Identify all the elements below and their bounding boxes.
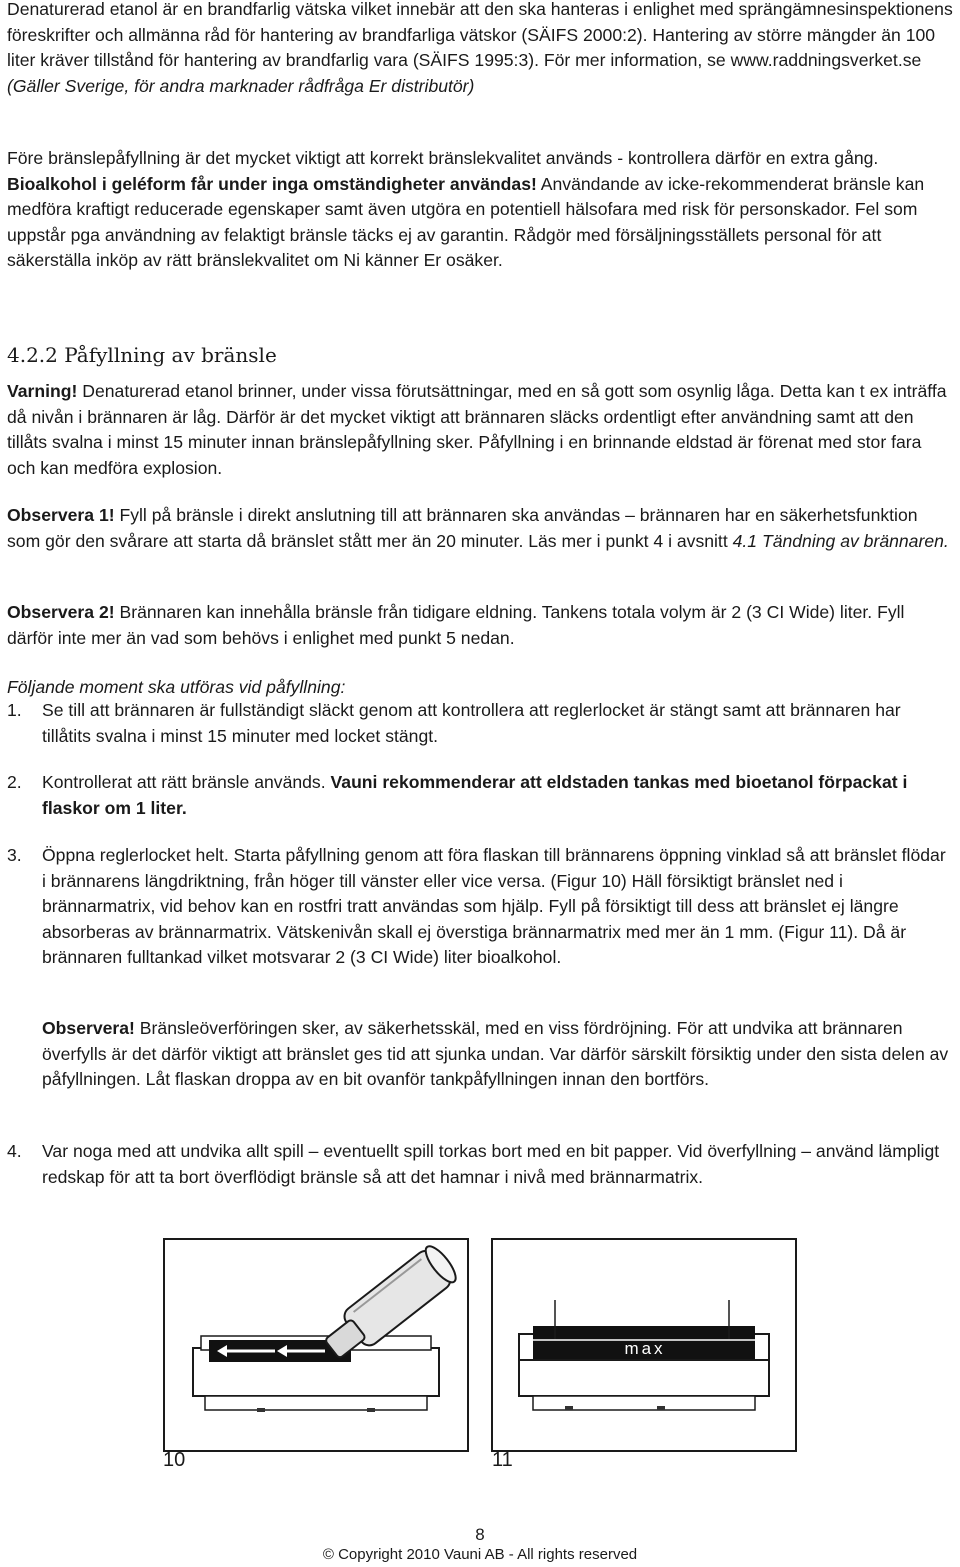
step-note — [7, 1016, 953, 1093]
observe-1-text: Fyll på bränsle i direkt anslutning till att brännaren ska användas – brännaren har en säkerhetsfunktion som gör den svårare att starta då bränslet stått mer än 20 minuter. Läs mer i punkt 4 i avsnitt — [7, 505, 918, 551]
step-note-label: Observera! — [42, 1018, 135, 1038]
step-number: 1. — [7, 700, 22, 720]
intro-text: Denaturerad etanol är en brandfarlig vätska vilket innebär att den ska hanteras i enlighet med sprängämnesinspektionens föreskrifter och allmänna råd för hantering av brandfarliga vätskor (SÄIFS 2000:2). Hantering av större mängder än 100 liter kräver tillstånd för hantering av brandfarlig vara (SÄIFS 1995:3). För mer information, se www.raddningsverket.se — [7, 0, 953, 71]
figure-10 — [163, 1238, 469, 1452]
warning-label: Varning! — [7, 381, 78, 401]
warning-paragraph — [7, 379, 953, 481]
observe-1-label: Observera 1! — [7, 505, 115, 525]
step-number: 4. — [7, 1141, 22, 1161]
step-text: Var noga med att undvika allt spill – eventuellt spill torkas bort med en bit papper. Vid överfyllning – använd lämpligt redskap för att ta bort överflödigt bränsle så att det hamnar i nivå med brännarmatrix. — [42, 1141, 940, 1187]
step-note-text: Bränsleöverföringen sker, av säkerhetsskäl, med en viss fördröjning. För att undvika att brännaren överfylls är det därför viktigt att bränslet ges tid att sjunka undan. Var därför särskilt försiktig under den sista delen av påfyllningen. Låt flaskan droppa av en bit ovanför tankpåfyllningen innan den bortförs. — [42, 1018, 949, 1090]
step-number: 3. — [7, 845, 22, 865]
gel-warning: Bioalkohol i geléform får under inga omständigheter användas! — [7, 173, 537, 194]
figure-11-number: 11 — [492, 1449, 513, 1471]
step-text: Öppna reglerlocket helt. Starta påfyllning genom att föra flaskan till brännarens öppning vinklad så att bränslet flödar i brännarens längdriktning, från höger till vänster eller vice versa. (Figur 10) Häll försiktigt bränslet ned i brännarmatrix, vid behov kan en rostfri tratt användas som hjälp. Fyll på försiktigt till dess att bränslet ej längre absorberas av brännarmatrix. Vätskenivån skall ej överstiga brännarmatrix med mer än 1 mm. (Figur 11). Då är brännaren fulltankad vilket motsvarar 2 (3 CI Wide) liter bioalkohol. — [42, 845, 946, 968]
step-item — [7, 843, 953, 971]
max-label: max — [624, 1339, 666, 1358]
figure-10-number: 10 — [163, 1449, 186, 1471]
bottle-pouring-icon — [165, 1240, 467, 1450]
fuel-quality-paragraph — [7, 146, 953, 274]
step-item — [7, 1139, 953, 1190]
observe-2-text: Brännaren kan innehålla bränsle från tidigare eldning. Tankens totala volym är 2 (3 CI Wide) liter. Fyll därför inte mer än vad som behövs i enlighet med punkt 5 nedan. — [7, 602, 905, 648]
steps-intro: Följande moment ska utföras vid påfyllning: — [7, 677, 346, 697]
observe-1-paragraph — [7, 503, 953, 554]
observe-2-label: Observera 2! — [7, 602, 115, 622]
warning-text: Denaturerad etanol brinner, under vissa förutsättningar, med en så gott som osynlig låga. Detta kan t ex inträffa då nivån i brännaren är låg. Därför är det mycket viktigt att brännaren släcks ordentligt efter användning samt att den tillåts svalna i minst 15 minuter innan bränslepåfyllning sker. Påfyllning i en brinnande eldstad är förenat med stor fara och kan medföra explosion. — [7, 381, 947, 478]
step-recommendation: Vauni rekommenderar att eldstaden tankas med bioetanol förpackat i flaskor om 1 liter. — [42, 772, 908, 818]
step-text: Kontrollerat att rätt bränsle används. — [42, 772, 331, 792]
fuel-quality-text-b: Användande av icke-rekommenderat bränsle kan medföra kraftigt reducerade egenskaper samt även utgöra en potentiell hälsofara med risk för personskador. Fel som uppstår pga användning av felaktigt bränsle täcks ej av garantin. Rådgör med försäljningsställets personal för att säkerställa inköp av rätt bränslekvalitet om Ni känner Er osäker. — [7, 173, 925, 271]
intro-paragraph — [7, 0, 953, 99]
step-number: 2. — [7, 772, 22, 792]
observe-2-paragraph — [7, 600, 953, 651]
copyright-notice: © Copyright 2010 Vauni AB - All rights reserved — [322, 1546, 638, 1563]
section-heading: 4.2.2 Påfyllning av bränsle — [7, 343, 277, 367]
figure-11 — [491, 1238, 797, 1452]
fuel-quality-text-a: Före bränslepåfyllning är det mycket viktigt att korrekt bränslekvalitet används - kontrollera därför en extra gång. — [7, 148, 879, 168]
observe-1-reference: 4.1 Tändning av brännaren. — [732, 530, 949, 551]
page-number: 8 — [475, 1525, 485, 1544]
step-item — [7, 698, 953, 749]
country-note: (Gäller Sverige, för andra marknader rådfråga Er distributör) — [7, 75, 475, 96]
step-text: Se till att brännaren är fullständigt släckt genom att kontrollera att reglerlocket är stängt samt att brännaren har tillåtits svalna i minst 15 minuter med locket stängt. — [42, 700, 901, 746]
step-item — [7, 770, 953, 821]
fill-level-icon — [493, 1240, 795, 1450]
